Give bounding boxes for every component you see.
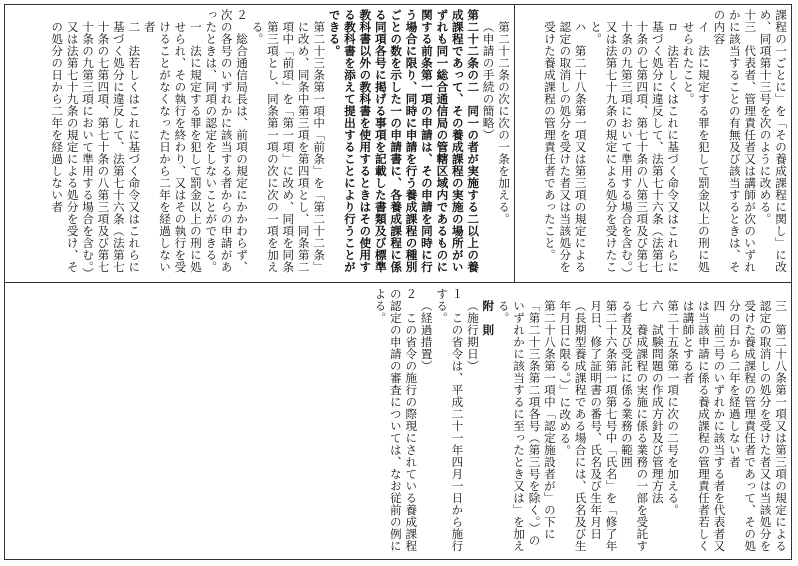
paragraph: 第二十八条第一項中「認定施設者が」の下に「第二十三条第二項各号（第三号を除く。）のいずれかに該当するに至ったとき又は」を加える。 [496,300,557,552]
article-heading: 第二十二条の二 同一の者が実施する二以上の養成課程であって、その養成課程の実施の場所がいずれも同一総合通信局の管轄区域内であるものに関する前条第一項の申請は、その申請を同時に行う場合に限り、同時に申請を行う養成課程の種別ごとの数を示した一の申請書に、各養成課程に係る同項各号に掲げる事項を記載した書類及び標準教科書以外の教科書を使用するときはその使用する教科書を添えて提出することにより行うことができる。 [327,9,481,273]
paragraph: 第二十五条第一項に次の二号を加える。 [666,300,681,516]
supplementary-provisions-heading: 附 則 [481,300,496,336]
paragraph: 七 養成課程の実施に係る業務の一部を受託する者及び受託に係る業務の範囲 [619,300,650,552]
paragraph: 一 法に規定する罪を犯して罰金以上の刑に処せられ、その執行を終わり、又はその執行を受けることがなくなった日から二年を経過しない者 [142,21,203,273]
paragraph: 四 前三号のいずれかに該当する者を代表者又は当該申請に係る養成課程の管理責任者若しくは講師とする者 [681,300,727,552]
paragraph: 第二十三条第一項中「前条」を「第二十二条」に改め、同条中第三項を第四項とし、同条第二項中「前項」を「第一項」に改め、同項を同条第三項とし、同条第一項の次に次の一項を加える。 [250,21,327,273]
horizontal-divider [5,282,792,283]
paragraph: 二 法若しくはこれに基づく命令又はこれらに基づく処分に違反して、法第七十六条（法第七十条の七第四項、第七十条の八第三項及び第七十条の九第三項において準用する場合を含む。）又は法第七十九条の規定による処分を受け、その処分の日から二年を経過しない者 [50,21,142,274]
paragraph: １ この省令は、平成二十一年四月一日から施行する。 [435,288,465,552]
bottom-block [9,288,788,556]
section-caption: （経過措置） [419,300,434,372]
vertical-divider [514,5,515,282]
paragraph: 第二十六条第一項第七号中「氏名」を「修了年月日、修了証明書の番号、氏名及び生年月日（長期型養成課程である場合には、氏名及び生年月日に限る。）」に改める。 [558,300,619,552]
paragraph: ロ 法若しくはこれに基づく命令又はこれらに基づく処分に違反して、法第七十六条（法第七十条の七第四項、第七十条の八第三項及び第七十条の九第三項において準用する場合を含む。）又は法第七十九条の規定による処分を受けたこと。 [589,21,681,274]
paragraph: ２ 総合通信局長は、前項の規定にかかわらず、次の各号のいずれかに該当する者からの申請があったときは、同項の認定をしないことができる。 [204,9,250,273]
paragraph: 十三 代表者、管理責任者又は講師が次のいずれかに該当することの有無及び該当するときは、その内容 [712,9,758,273]
paragraph: 六 試験問題の作成方針及び管理方法 [650,300,665,504]
section-caption: （申請の手続の簡略） [481,21,496,141]
top-right-block [518,9,788,279]
paragraph: 三 第二十八条第一項又は第三項の規定による認定の取消しの処分を受けた者又は当該処分を受けた養成課程の管理責任者であって、その処分の日から二年を経過しない者 [727,300,788,552]
section-caption: （施行期日） [465,300,480,372]
paragraph: ハ 第二十八条第一項又は第三項の規定による認定の取消しの処分を受けた者又は当該処分を受けた養成課程の管理責任者であったこと。 [542,21,588,273]
paragraph: ２ この省令の施行の際現にされている養成課程の認定の申請の審査については、なお従前の例による。 [373,288,419,552]
paragraph: イ 法に規定する罪を犯して罰金以上の刑に処せられたこと。 [681,21,711,273]
paragraph: 第二十二条の次に次の一条を加える。 [497,21,511,225]
paragraph: 課程の一ごとに」を「その養成課程に関し」に改め、同項第十三号を次のように改める。 [758,9,788,273]
top-left-block [9,9,511,279]
